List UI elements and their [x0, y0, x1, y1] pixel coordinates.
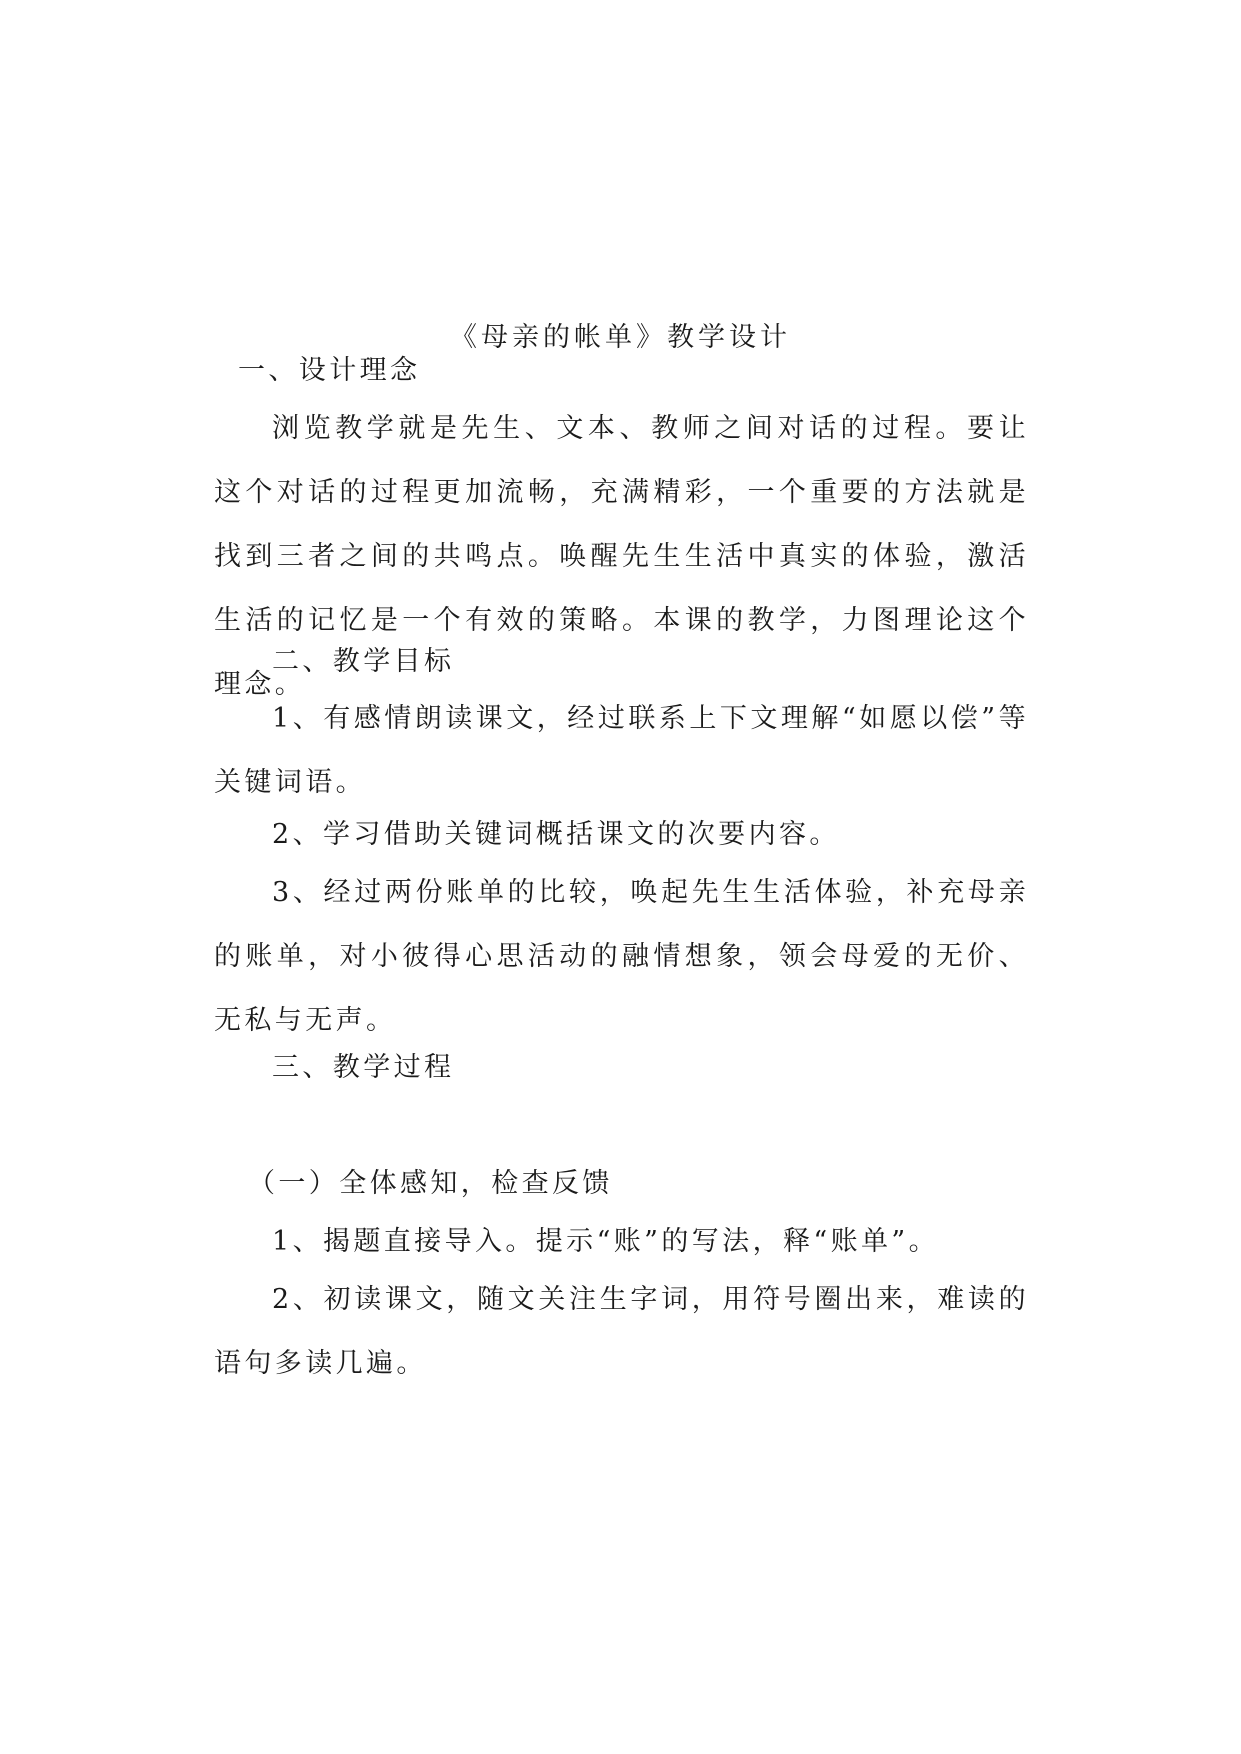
section-heading-design-concept: 一、设计理念	[238, 355, 421, 386]
goal-item-1: 1、有感情朗读课文，经过联系上下文理解“如愿以偿”等关键词语。	[214, 703, 1029, 798]
subsection-heading-overall-perception: （一）全体感知，检查反馈	[248, 1168, 613, 1199]
goal-item-2: 2、学习借助关键词概括课文的次要内容。	[272, 819, 840, 850]
process-step-2: 2、初读课文，随文关注生字词，用符号圈出来，难读的语句多读几遍。	[214, 1284, 1029, 1379]
paragraph-design-concept: 浏览教学就是先生、文本、教师之间对话的过程。要让这个对话的过程更加流畅，充满精彩，一个重要的方法就是找到三者之间的共鸣点。唤醒先生生活中真实的体验，激活生活的记忆是一个有效的策略。本课的教学，力图理论这个理念。	[214, 413, 1029, 700]
section-heading-teaching-process: 三、教学过程	[272, 1052, 455, 1083]
goal-item-3: 3、经过两份账单的比较，唤起先生生活体验，补充母亲的账单，对小彼得心思活动的融情想象，领会母爱的无价、无私与无声。	[214, 877, 1029, 1036]
process-step-1: 1、揭题直接导入。提示“账”的写法，释“账单”。	[272, 1226, 939, 1257]
document-title: 《母亲的帐单》教学设计	[450, 322, 791, 353]
section-heading-teaching-goals: 二、教学目标	[272, 646, 455, 677]
